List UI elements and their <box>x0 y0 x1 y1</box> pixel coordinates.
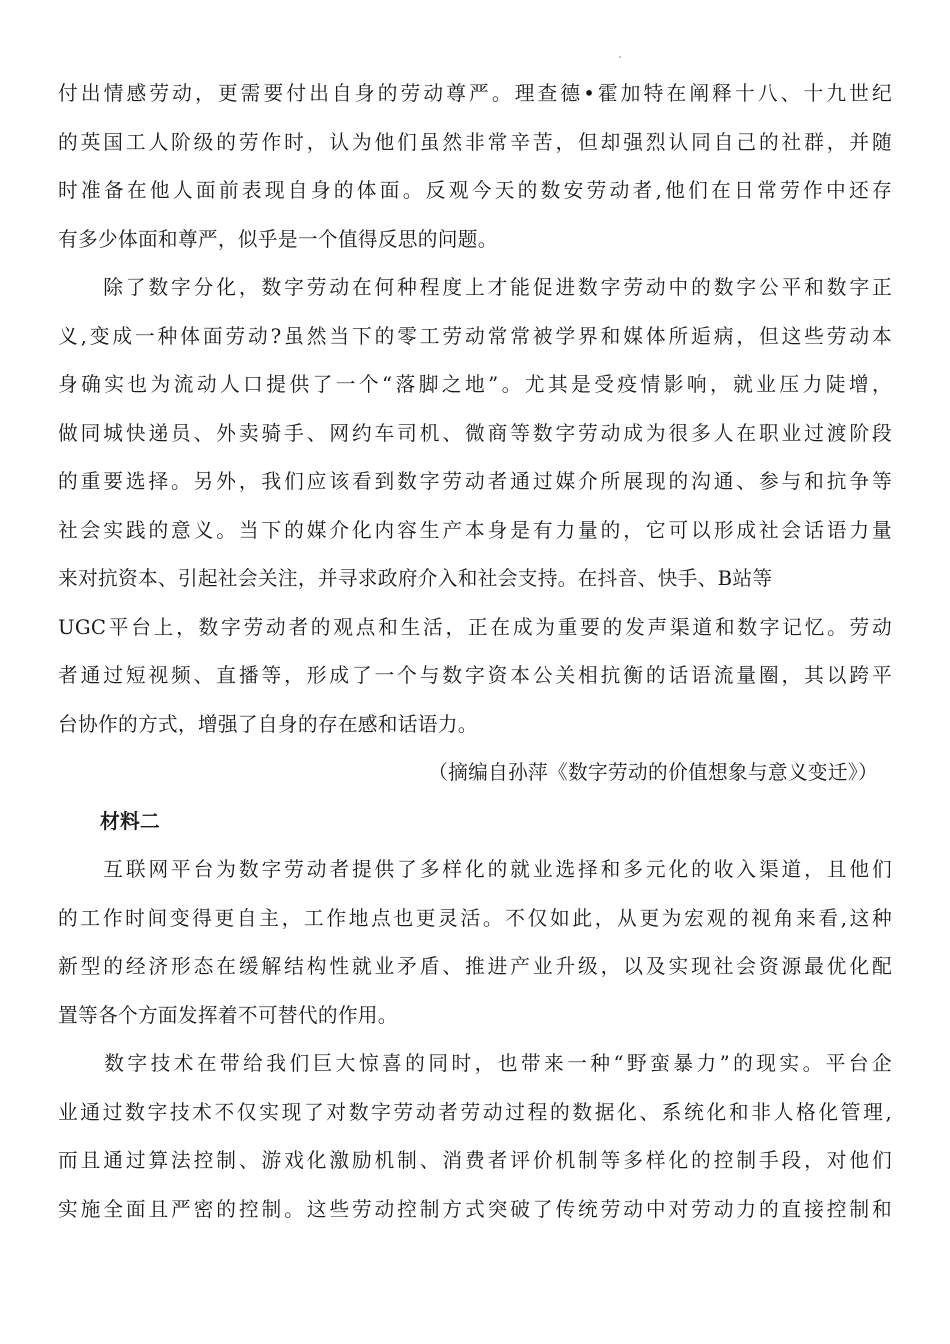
text-line: 除了数字分化，数字劳动在何种程度上才能促进数字劳动中的数字公平和数字正 <box>58 276 892 299</box>
text-line: 有多少体面和尊严，似乎是一个值得反思的问题。 <box>58 227 498 251</box>
text-line: 来对抗资本、引起社会关注，并寻求政府介入和社会支持。在抖音、快手、B站等 <box>58 567 773 590</box>
text-line: 付出情感劳动，更需要付出自身的劳动尊严。理查德•霍加特在阐释十八、十九世纪 <box>58 82 892 105</box>
scan-dot-mark <box>619 56 621 58</box>
text-line: 社会实践的意义。当下的媒介化内容生产本身是有力量的，它可以形成社会话语力量 <box>58 518 892 542</box>
text-line: 业通过数字技术不仅实现了对数字劳动者劳动过程的数据化、系统化和非人格化管理, <box>58 1100 892 1124</box>
text-line: 互联网平台为数字劳动者提供了多样化的就业选择和多元化的收入渠道，且他们 <box>58 858 892 881</box>
section-heading: 材料二 <box>100 809 160 833</box>
text-line: 身确实也为流动人口提供了一个“落脚之地”。尤其是受疫情影响，就业压力陡增， <box>58 373 892 396</box>
text-line: 的工作时间变得更自主，工作地点也更灵活。不仅如此，从更为宏观的视角来看,这种 <box>58 906 892 930</box>
paragraph-digital-division <box>58 264 892 749</box>
paragraph-digital-technology <box>58 1040 892 1234</box>
text-line: 新型的经济形态在缓解结构性就业矛盾、推进产业升级，以及实现社会资源最优化配 <box>58 955 892 978</box>
document-page <box>58 70 892 1234</box>
text-line: UGC平台上，数字劳动者的观点和生活，正在成为重要的发声渠道和数字记忆。劳动 <box>58 615 892 639</box>
text-line: 置等各个方面发挥着不可替代的作用。 <box>58 1003 398 1027</box>
paragraph-internet-platforms <box>58 846 892 1040</box>
text-line: 义,变成一种体面劳动?虽然当下的零工劳动常常被学界和媒体所逅病，但这些劳动本 <box>58 324 892 348</box>
text-line: 实施全面且严密的控制。这些劳动控制方式突破了传统劳动中对劳动力的直接控制和 <box>58 1197 892 1221</box>
source-citation: （摘编自孙萍《数字劳动的价值想象与意义变迁》） <box>428 761 878 784</box>
text-line: 而且通过算法控制、游戏化激励机制、消费者评价机制等多样化的控制手段，对他们 <box>58 1149 892 1172</box>
text-line: 时准备在他人面前表现自身的体面。反观今天的数安劳动者,他们在日常劳作中还存 <box>58 179 892 202</box>
text-line: 的英国工人阶级的劳作时，认为他们虽然非常辛苦，但却强烈认同自己的社群，并随 <box>58 130 892 154</box>
text-line: 者通过短视频、直播等，形成了一个与数字资本公关相抗衡的话语流量圈，其以跨平 <box>58 664 892 687</box>
paragraph-continuation <box>58 70 892 264</box>
text-line: 做同城快递员、外卖骑手、网约车司机、微商等数字劳动成为很多人在职业过渡阶段 <box>58 421 892 445</box>
text-line: 台协作的方式，增强了自身的存在感和话语力。 <box>58 712 478 736</box>
text-line: 数字技术在带给我们巨大惊喜的同时，也带来一种“野蛮暴力”的现实。平台企 <box>58 1052 892 1075</box>
text-line: 的重要选择。另外，我们应该看到数字劳动者通过媒介所展现的沟通、参与和抗争等 <box>58 470 892 493</box>
